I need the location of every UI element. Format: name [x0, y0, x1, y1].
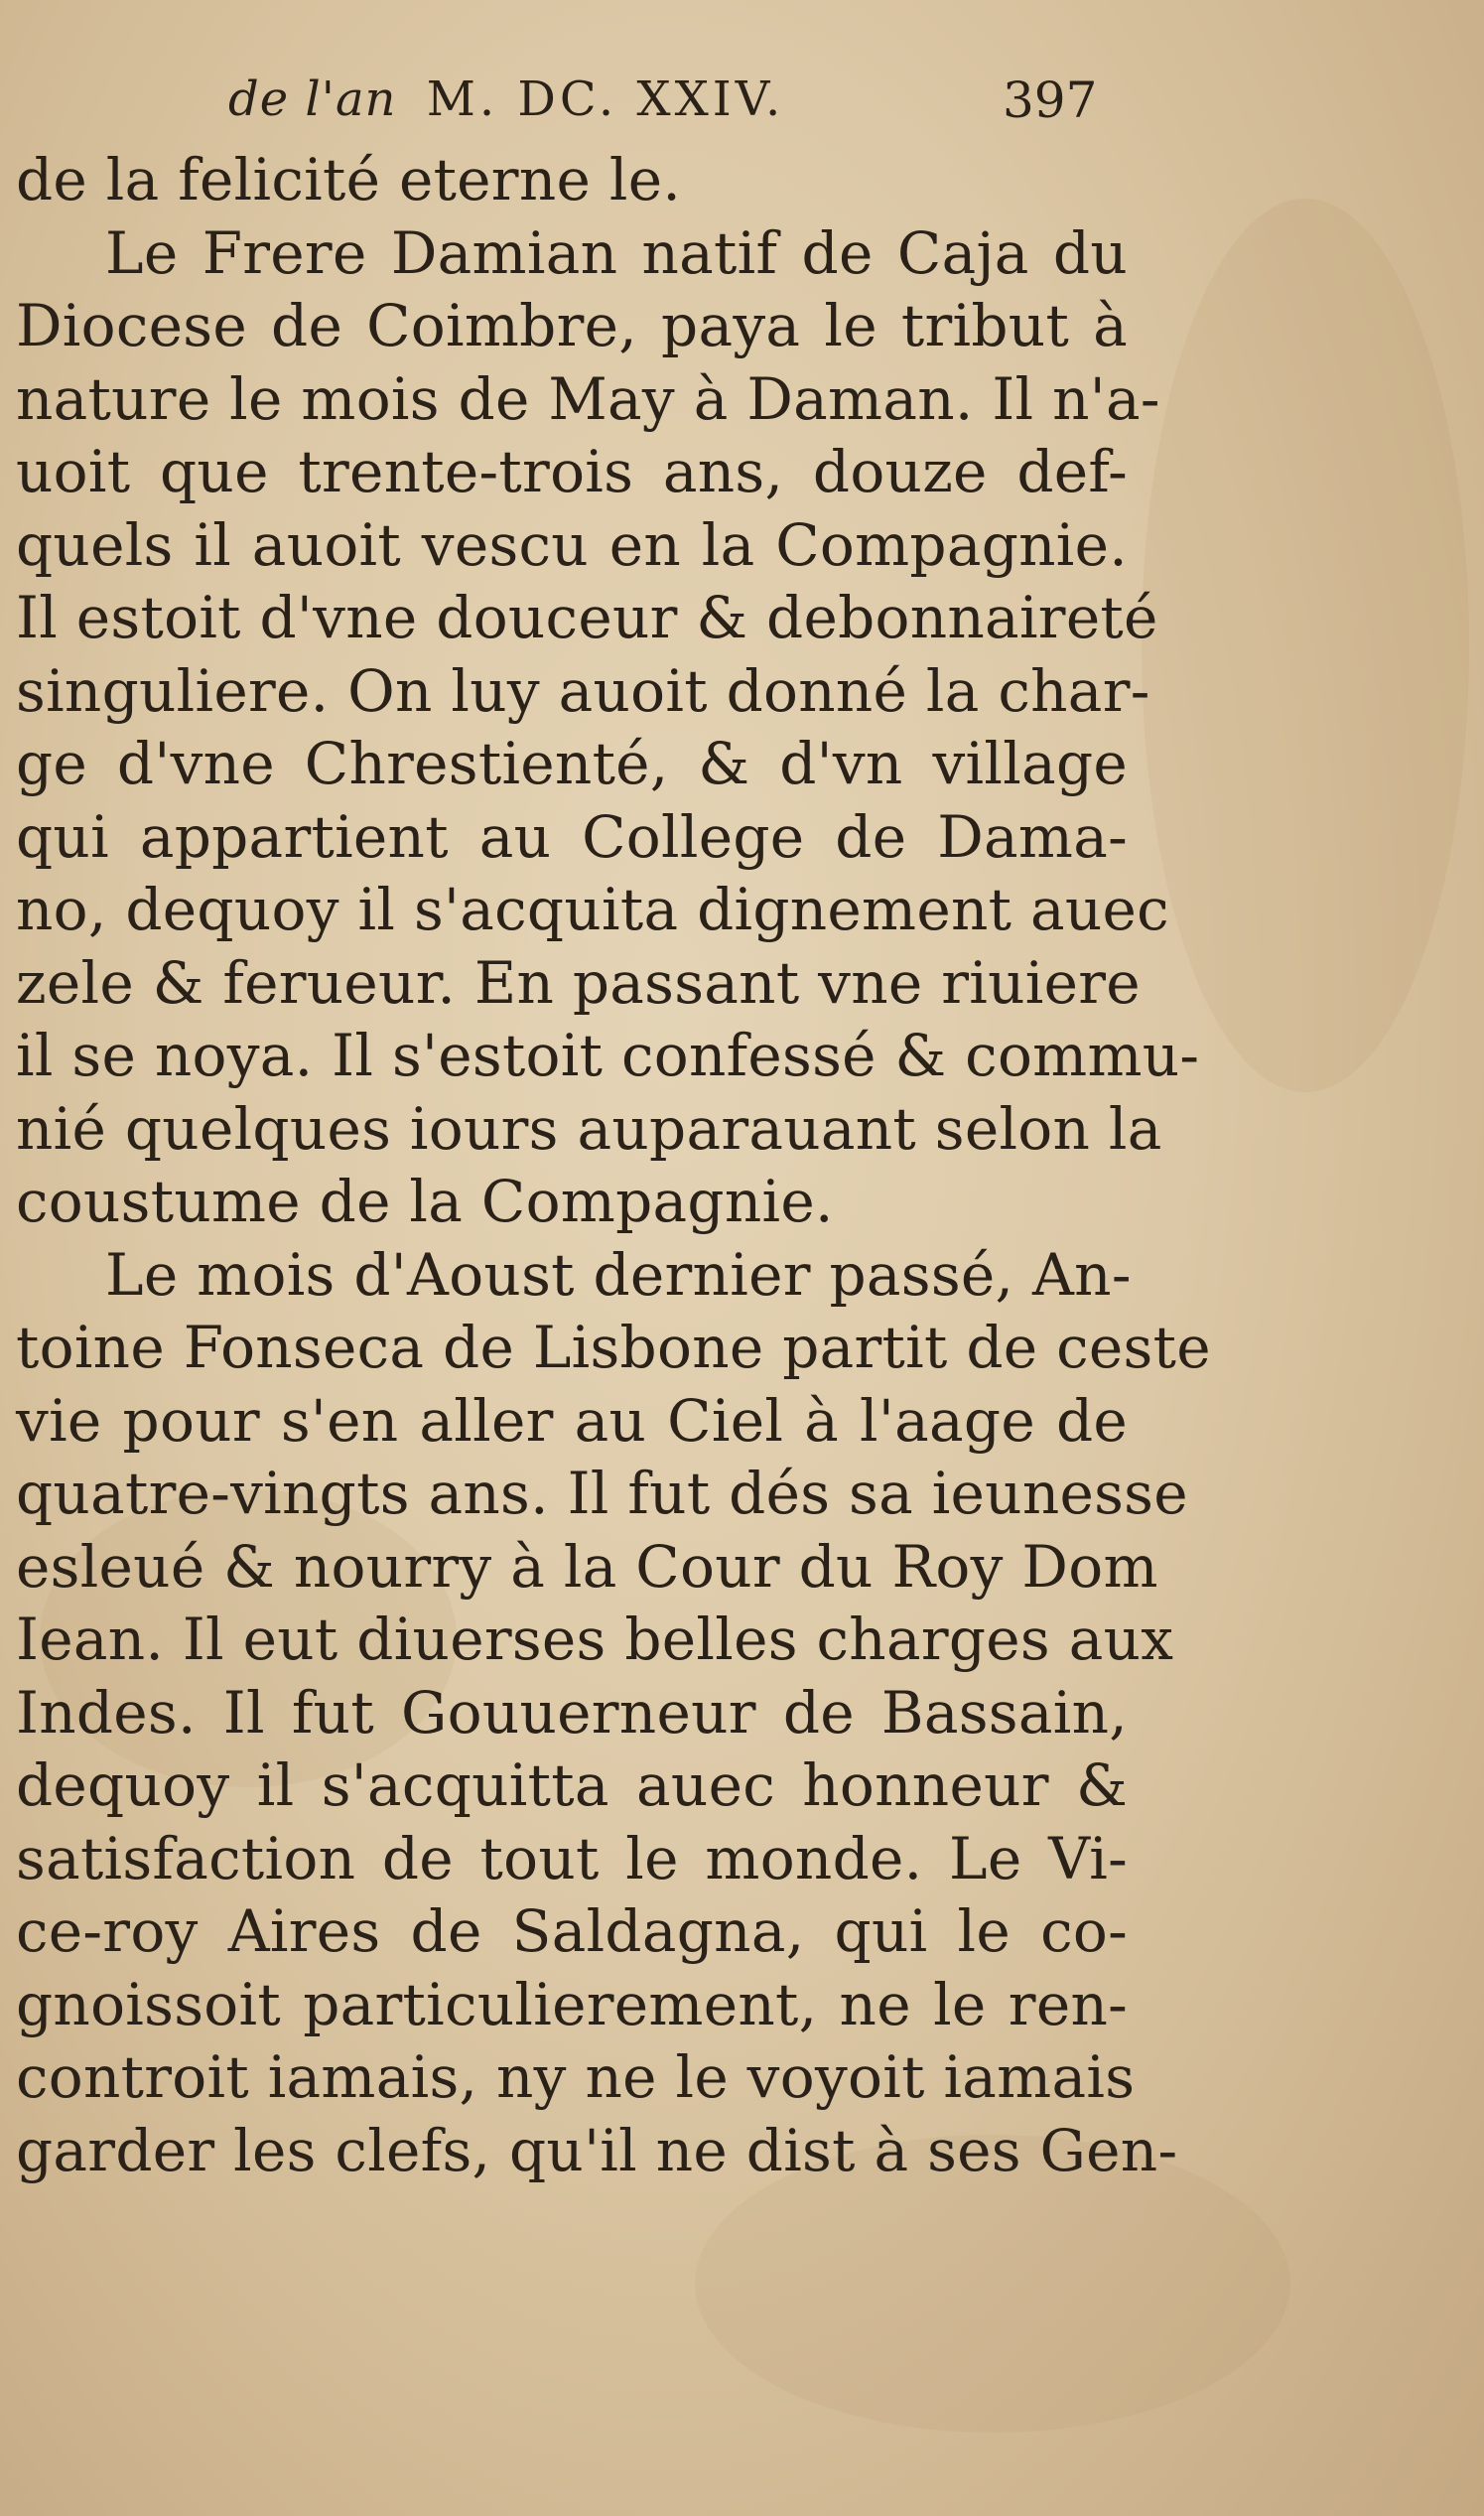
- paragraph-first-line: Le mois d'Aoust dernier passé, An-: [105, 1240, 1132, 1309]
- running-head: [228, 71, 784, 127]
- text-line: uoit que trente-trois ans, douze def-: [16, 438, 1128, 505]
- text-line: ge d'vne Chrestienté, & d'vn village: [16, 730, 1128, 797]
- text-line: vie pour s'en aller au Ciel à l'aage de: [16, 1386, 1128, 1455]
- text-line: nié quelques iours auparauant selon la: [16, 1094, 1162, 1163]
- text-line: il se noya. Il s'estoit confessé & commu-: [16, 1022, 1200, 1089]
- body-text: [16, 144, 1211, 2187]
- running-head-year: M. DC. XXIV.: [426, 71, 785, 127]
- text-line: garder les clefs, qu'il ne dist à ses Gen-: [16, 2116, 1178, 2184]
- text-line: ce-roy Aires de Saldagna, qui le co-: [16, 1897, 1128, 1965]
- text-line: satisfaction de tout le monde. Le Vi-: [16, 1824, 1128, 1892]
- text-line: Indes. Il fut Gouuerneur de Bassain,: [16, 1678, 1128, 1747]
- text-line: esleué & nourry à la Cour du Roy Dom: [16, 1532, 1158, 1601]
- running-head-italic: de l'an: [228, 71, 397, 127]
- text-line: Il estoit d'vne douceur & debonnaireté: [16, 584, 1158, 651]
- text-line: Iean. Il eut diuerses belles charges aux: [16, 1606, 1174, 1673]
- paragraph-last-line: coustume de la Compagnie.: [16, 1168, 834, 1235]
- text-line: quels il auoit vescu en la Compagnie.: [16, 510, 1128, 579]
- text-line: toine Fonseca de Lisbone partit de ceste: [16, 1314, 1211, 1381]
- text-line: quatre-vingts ans. Il fut dés sa ieunesse: [16, 1460, 1188, 1527]
- text-line: nature le mois de May à Daman. Il n'a-: [16, 364, 1160, 433]
- paragraph-first-line: Le Frere Damian natif de Caja du: [105, 218, 1128, 287]
- text-line: Diocese de Coimbre, paya le tribut à: [16, 292, 1128, 359]
- text-line: no, dequoy il s'acquita dignement auec: [16, 876, 1169, 943]
- text-line: zele & ferueur. En passant vne riuiere: [16, 948, 1141, 1017]
- text-line: controit iamais, ny ne le voyoit iamais: [16, 2043, 1136, 2111]
- text-line: de la felicité eterne le.: [16, 146, 682, 213]
- page-number: 397: [1003, 71, 1098, 129]
- text-line: singuliere. On luy auoit donné la char-: [16, 656, 1150, 725]
- text-line: qui appartient au College de Dama-: [16, 802, 1128, 871]
- text-line: gnoissoit particulierement, ne le ren-: [16, 1970, 1128, 2038]
- page-header: [228, 64, 1122, 153]
- paper-stain: [1142, 199, 1469, 1092]
- text-line: dequoy il s'acquitta auec honneur &: [16, 1751, 1128, 1819]
